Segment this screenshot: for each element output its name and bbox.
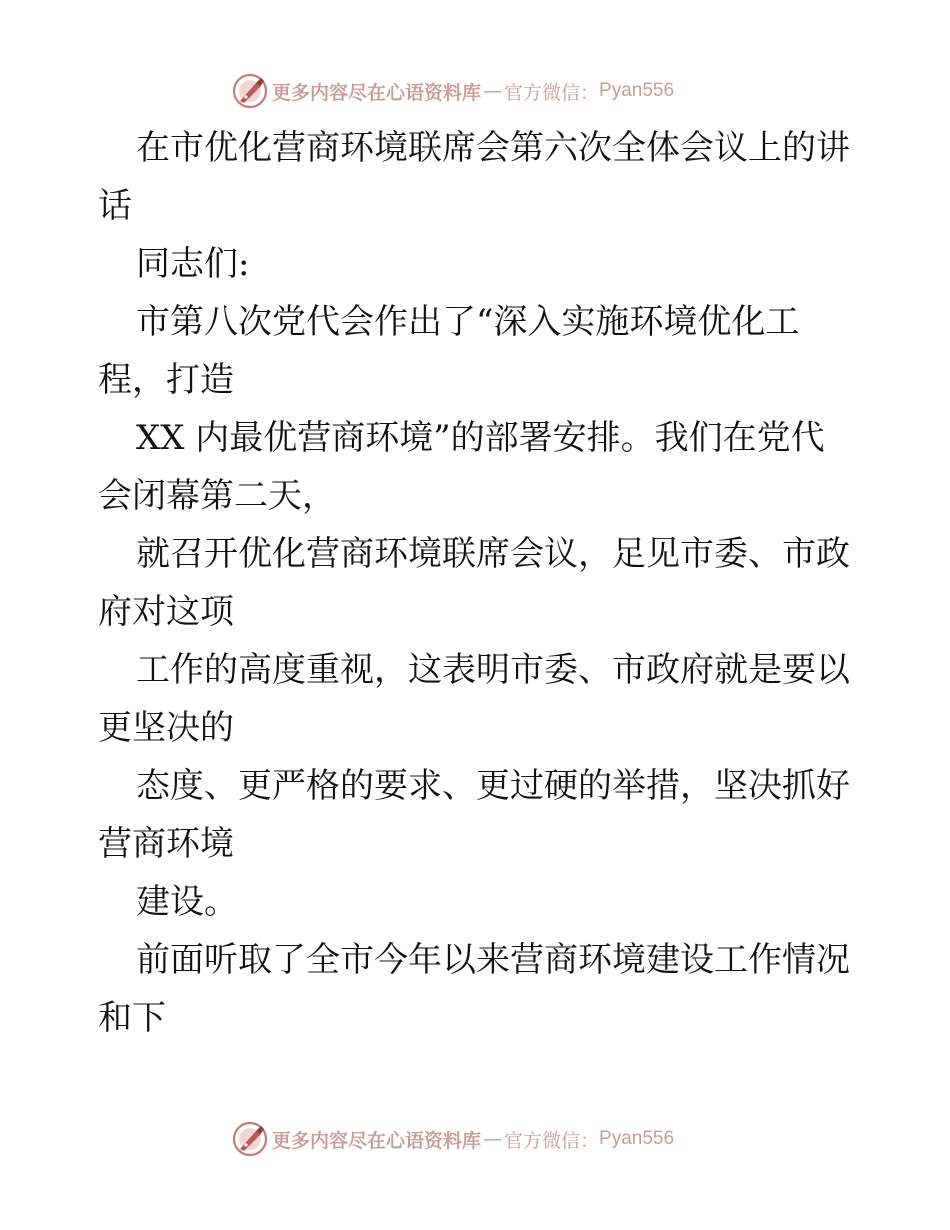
watermark-separator: — bbox=[483, 1128, 503, 1150]
paragraph-line: XX 内最优营商环境”的部署安排。我们在党代 bbox=[136, 418, 825, 458]
paragraph-line: 市第八次党代会作出了“深入实施环境优化工 bbox=[136, 302, 800, 342]
watermark-wechat-label: 官方微信： bbox=[504, 1129, 600, 1152]
watermark-site-text: 更多内容尽在心语资料库 bbox=[272, 81, 482, 104]
salutation-line: 同志们: bbox=[136, 244, 250, 284]
footer-watermark bbox=[232, 1120, 674, 1158]
header-watermark bbox=[232, 72, 674, 110]
paragraph-line: 会闭幕第二天， bbox=[98, 476, 336, 516]
paragraph-line: 就召开优化营商环境联席会议，足见市委、市政 bbox=[136, 534, 850, 574]
title-line-2: 话 bbox=[98, 186, 132, 226]
paragraph-line: 态度、更严格的要求、更过硬的举措，坚决抓好 bbox=[136, 766, 850, 806]
watermark-wechat-label: 官方微信： bbox=[504, 81, 600, 104]
watermark-separator: — bbox=[483, 80, 503, 102]
title-line-1: 在市优化营商环境联席会第六次全体会议上的讲 bbox=[136, 128, 850, 168]
watermark-site-text: 更多内容尽在心语资料库 bbox=[272, 1129, 482, 1152]
paragraph-line: 工作的高度重视，这表明市委、市政府就是要以 bbox=[136, 650, 850, 690]
paragraph-line: 前面听取了全市今年以来营商环境建设工作情况 bbox=[136, 940, 850, 980]
pen-nib-logo-icon bbox=[232, 73, 268, 109]
paragraph-line: 营商环境 bbox=[98, 824, 234, 864]
pen-nib-logo-icon bbox=[232, 1121, 268, 1157]
watermark-wechat-id: Pyan556 bbox=[599, 80, 675, 101]
paragraph-line: 建设。 bbox=[136, 882, 238, 922]
paragraph-line: 府对这项 bbox=[98, 592, 234, 632]
watermark-wechat-id: Pyan556 bbox=[599, 1128, 675, 1149]
paragraph-line: 和下 bbox=[98, 998, 166, 1038]
paragraph-line: 程，打造 bbox=[98, 360, 234, 400]
paragraph-line: 更坚决的 bbox=[98, 708, 234, 748]
